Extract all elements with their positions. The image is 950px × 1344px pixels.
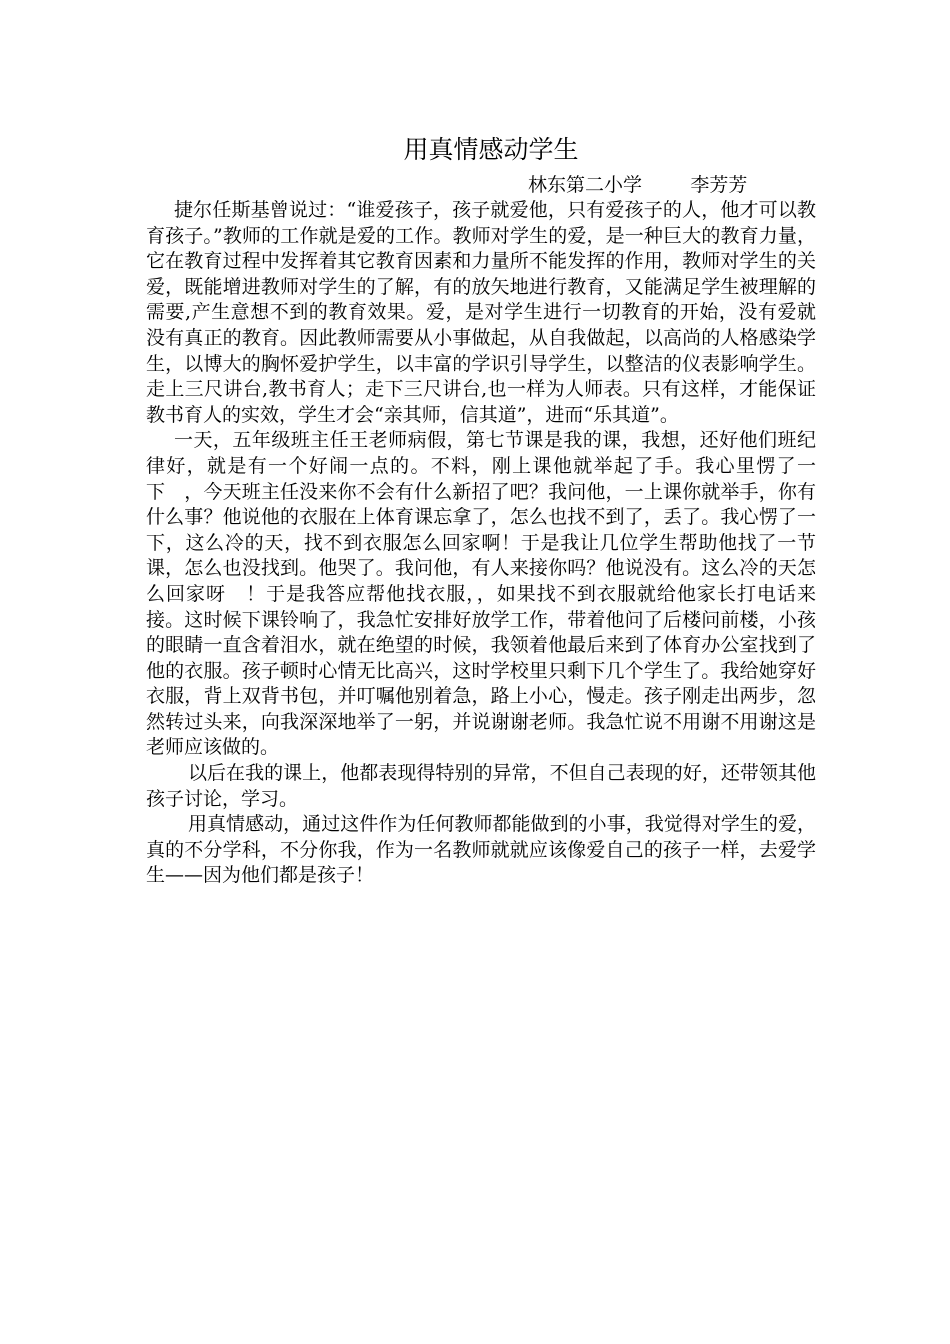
paragraph-2: 一天，五年级班主任王老师病假，第七节课是我的课，我想，还好他们班纪律好，就是有一个好闹一点的。不料，刚上课他就举起了手。我心里愣了一下 ，今天班主任没来你不会有什么新招了吧？我问他，一上课你就举手，你有什么事？他说他的衣服在上体育课忘拿了，怎么也找不到了，丢了。我心愣了一下，这么冷的天，找不到衣服怎么回家啊！于是我让几位学生帮助他找了一节课，怎么也没找到。他哭了。我问他，有人来接你吗？他说没有。这么冷的天怎么回家呀 ！于是我答应帮他找衣服，，如果找不到衣服就给他家长打电话来接。这时候下课铃响了，我急忙安排好放学工作，带着他问了后楼问前楼，小孩的眼睛一直含着泪水，就在绝望的时候，我领着他最后来到了体育办公室找到了他的衣服。孩子顿时心情无比高兴，这时学校里只剩下几个学生了。我给她穿好衣服，背上双背书包，并叮嘱他别着急，路上小心，慢走。孩子刚走出两步，忽然转过头来，向我深深地举了一躬，并说谢谢老师。我急忙说不用谢不用谢这是老师应该做的。 [146,429,816,759]
paragraph-1: 捷尔任斯基曾说过：“谁爱孩子，孩子就爱他，只有爱孩子的人，他才可以教育孩子。”教师的工作就是爱的工作。教师对学生的爱，是一种巨大的教育力量，它在教育过程中发挥着其它教育因素和力量所不能发挥的作用，教师对学生的关爱，既能增进教师对学生的了解，有的放矢地进行教育，又能满足学生被理解的需要,产生意想不到的教育效果。爱，是对学生进行一切教育的开始，没有爱就没有真正的教育。因此教师需要从小事做起，从自我做起，以高尚的人格感染学生，以博大的胸怀爱护学生，以丰富的学识引导学生，以整洁的仪表影响学生。走上三尺讲台,教书育人；走下三尺讲台,也一样为人师表。只有这样，才能保证教书育人的实效，学生才会“亲其师，信其道”，进而“乐其道”。 [146,199,816,426]
paragraph-3: 以后在我的课上，他都表现得特别的异常，不但自己表现的好，还带领其他孩子讨论，学习。 [146,762,816,810]
paragraph-4: 用真情感动，通过这件作为任何教师都能做到的小事，我觉得对学生的爱，真的不分学科，不分你我，作为一名教师就就应该像爱自己的孩子一样，去爱学生——因为他们都是孩子！ [146,813,816,887]
author-byline: 林东第二小学 李芳芳 [528,174,748,196]
document-page [146,128,816,889]
page-title: 用真情感动学生 [403,135,579,164]
